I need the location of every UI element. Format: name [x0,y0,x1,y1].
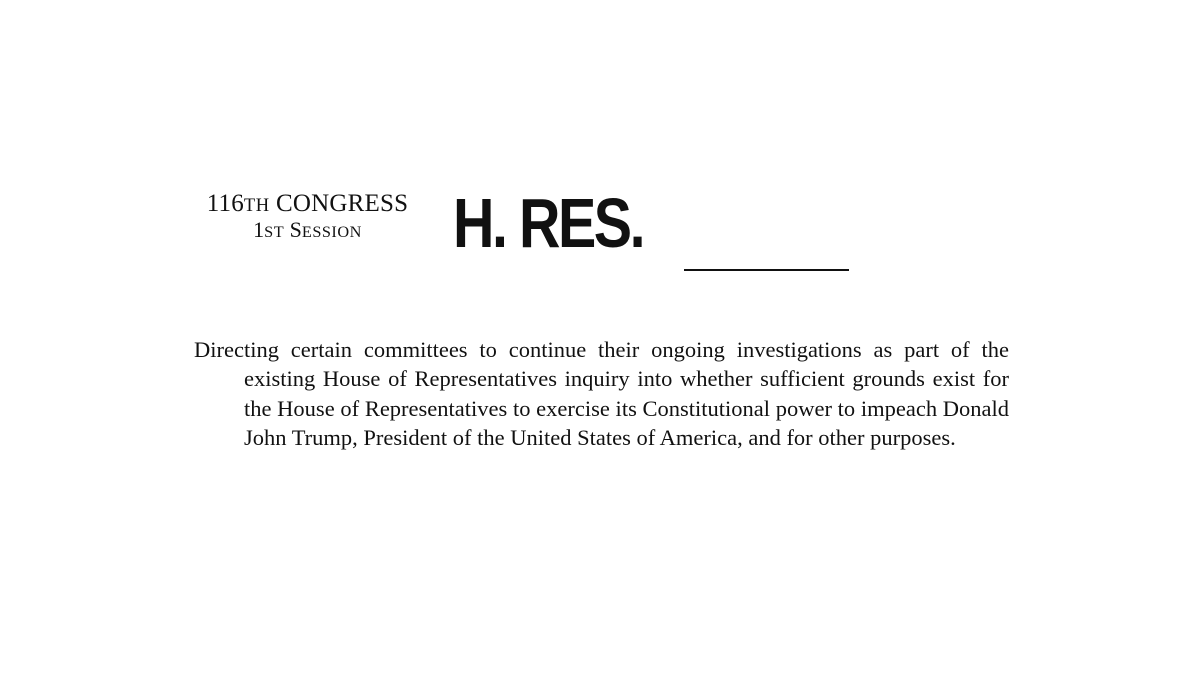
congress-word: CONGRESS [276,190,409,217]
session-initial: S [289,217,302,242]
resolution-number-blank [684,269,849,271]
congress-session-block [170,190,445,246]
session-rest: ESSION [301,222,362,241]
congress-suffix: TH [243,196,270,216]
session-suffix: ST [264,222,285,241]
session-number: 1 [253,217,265,242]
resolution-title: Directing certain committees to continue their ongoing investigations as part of the existing House of Representatives inquiry into whether sufficient grounds exist for the House of Representatives to exercise its Constitutional power to impeach Donald John Trump, President of the United States of America, and for other purposes. [194,336,1009,450]
session-line [170,216,445,246]
resolution-heading: H. RES. [453,184,644,262]
congress-number: 116 [206,190,244,217]
